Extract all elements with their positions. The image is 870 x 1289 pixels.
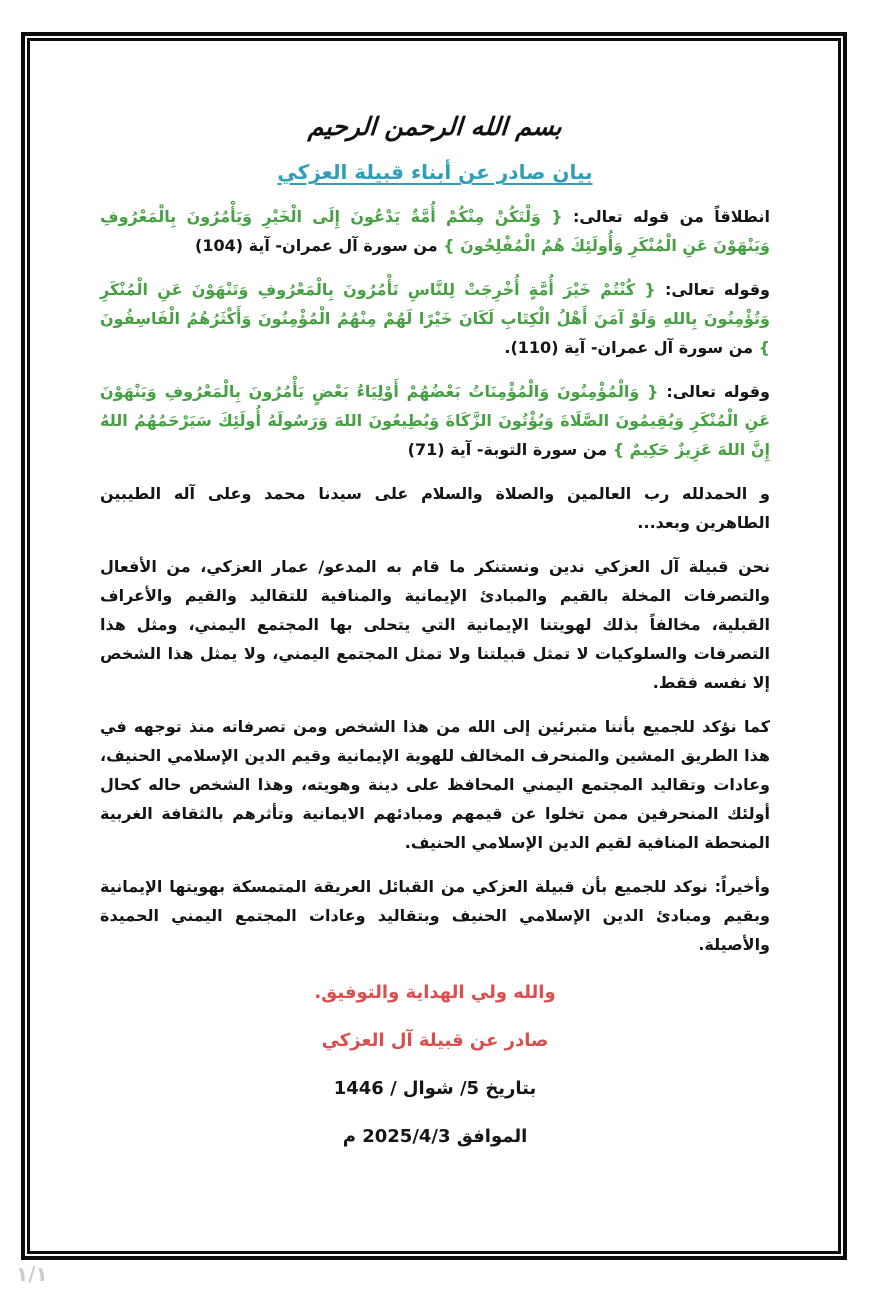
body-paragraph-denounce: نحن قبيلة آل العزكي ندين ونستنكر ما قام به المدعو/ عمار العزكي، من الأفعال والتصرفات المخلة بالقيم والمبادئ الإيمانية والمنافية للتقاليد والقيم والأعراف القبلية، مخالفاً بذلك لهويتنا الإيمانية التي يتحلى بها المجتمع اليمني، ومثل هذا التصرفات والسلوكيات لا تمثل قبيلتنا ولا تمثل المجتمع اليمني، ولا يمثل هذا الشخص إلا نفسه فقط. — [100, 557, 770, 692]
closing-line-tawfiq: والله ولي الهداية والتوفيق. — [314, 982, 556, 1003]
bismillah-calligraphy: بسم الله الرحمن الرحيم — [307, 112, 563, 141]
quran-verse-text: { وَالْمُؤْمِنُونَ وَالْمُؤْمِنَاتُ بَعْضُهُمْ أَوْلِيَاءُ بَعْضٍ يَأْمُرُونَ بِالْمَعْرُوفِ وَيَنْهَوْنَ عَنِ الْمُنْكَرِ وَيُقِيمُونَ الصَّلَاةَ وَيُؤْتُونَ الزَّكَاةَ وَيُطِيعُونَ اللهَ وَرَسُولَهُ أُولَئِكَ سَيَرْحَمُهُمُ اللهُ إِنَّ اللهَ عَزِيزٌ حَكِيمٌ } — [100, 382, 770, 459]
body-paragraph-hamd: و الحمدلله رب العالمين والصلاة والسلام على سيدنا محمد وعلى آله الطيبين الطاهرين وبعد... — [100, 484, 770, 532]
statement-title: بيان صادر عن أبناء قبيلة العزكي — [277, 160, 593, 184]
quran-source-text: من سورة التوبة- آية (71) — [407, 440, 608, 459]
date-line-gregorian: الموافق 2025/4/3 م — [342, 1126, 528, 1147]
body-paragraph-disavow: كما نؤكد للجميع بأننا متبرئين إلى الله من هذا الشخص ومن تصرفاته منذ توجهه في هذا الطريق المشين والمنحرف المخالف للهوية الإيمانية وقيم الدين الإسلامي الحنيف، وعادات وتقاليد المجتمع اليمني المحافظ على دينة وهويته، وهذا الشخص حاله كحال أولئك المنحرفين ممن تخلوا عن قيمهم ومبادئهم الايمانية وتأثرهم بالثقافة الغربية المنحطة المنافية لقيم الدين الإسلامي الحنيف. — [100, 717, 770, 852]
quran-verse-text: { وَلْتَكُنْ مِنْكُمْ أُمَّةٌ يَدْعُونَ إِلَى الْخَيْرِ وَيَأْمُرُونَ بِالْمَعْرُوفِ وَيَنْهَوْنَ عَنِ الْمُنْكَرِ وَأُولَئِكَ هُمُ الْمُفْلِحُونَ } — [100, 207, 770, 255]
quran-intro-text: انطلاقاً من قوله تعالى: — [562, 207, 771, 226]
closing-line-issuer: صادر عن قبيلة آل العزكي — [321, 1030, 549, 1051]
quran-paragraph-2 — [100, 275, 770, 362]
quran-intro-text: وقوله تعالى: — [658, 382, 771, 401]
quran-source-text: من سورة آل عمران- آية (104) — [195, 236, 438, 255]
quran-source-text: من سورة آل عمران- آية (110). — [504, 338, 754, 357]
quran-paragraph-3 — [100, 377, 770, 464]
quran-verse-text: { كُنْتُمْ خَيْرَ أُمَّةٍ أُخْرِجَتْ لِلنَّاسِ تَأْمُرُونَ بِالْمَعْرُوفِ وَتَنْهَوْنَ عَنِ الْمُنْكَرِ وَتُؤْمِنُونَ بِاللهِ وَلَوْ آمَنَ أَهْلُ الْكِتَابِ لَكَانَ خَيْرًا لَهُمْ مِنْهُمُ الْمُؤْمِنُونَ وَأَكْثَرُهُمُ الْفَاسِقُونَ } — [100, 280, 770, 357]
date-line-hijri: بتاريخ 5/ شوال / 1446 — [333, 1078, 537, 1099]
body-paragraph-final: وأخيراً: نوكد للجميع بأن قبيلة العزكي من القبائل العريقة المتمسكة بهويتها الإيمانية وبقيم ومبادئ الدين الإسلامي الحنيف وبتقاليد وعادات المجتمع اليمني الحميدة والأصيلة. — [100, 877, 770, 954]
quran-intro-text: وقوله تعالى: — [655, 280, 770, 299]
quran-paragraph-1 — [100, 202, 770, 260]
statement-content — [100, 98, 770, 1151]
page-number-mark: ١/١ — [16, 1262, 48, 1286]
